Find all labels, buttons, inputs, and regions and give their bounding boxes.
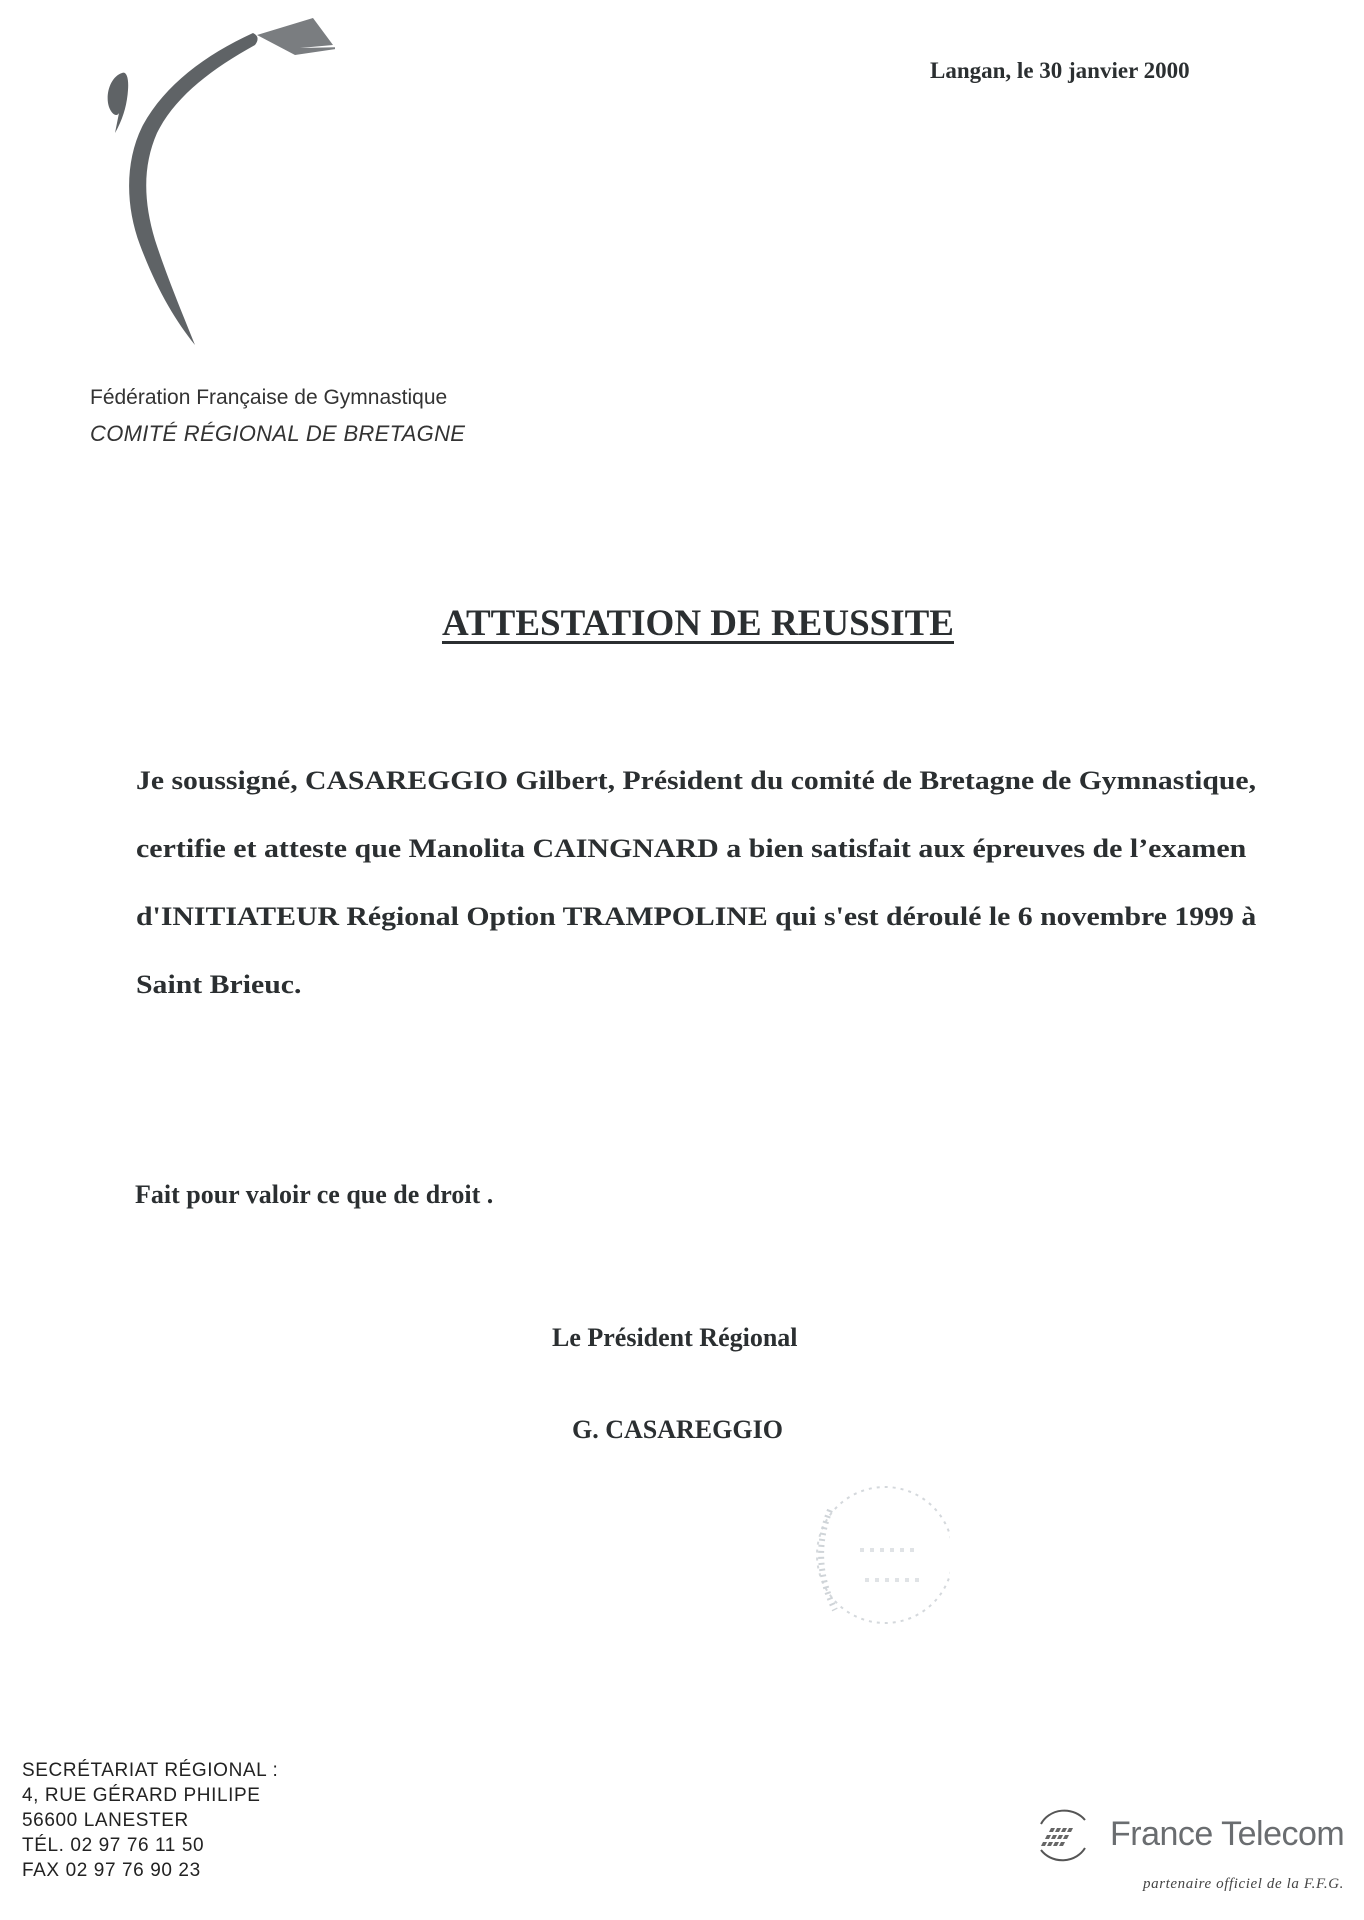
stamp-icon bbox=[790, 1480, 950, 1640]
body-line-3: d'INITIATEUR Régional Option TRAMPOLINE qui s'est déroulé le 6 novembre 1999 à bbox=[136, 902, 1257, 931]
closing-line: Fait pour valoir ce que de droit . bbox=[135, 1180, 494, 1209]
body-line-1: Je soussigné, CASAREGGIO Gilbert, Président du comité de Bretagne de Gymnastique, bbox=[136, 766, 1257, 795]
document-title-text: ATTESTATION DE REUSSITE bbox=[441, 603, 954, 644]
address-line: FAX 02 97 76 90 23 bbox=[22, 1860, 201, 1881]
ffg-logo-icon bbox=[95, 15, 335, 355]
address-line: TÉL. 02 97 76 11 50 bbox=[22, 1835, 205, 1856]
sponsor-tagline: partenaire officiel de la F.F.G. bbox=[1143, 1876, 1344, 1892]
secretariat-address bbox=[22, 1758, 278, 1883]
committee-name: COMITÉ RÉGIONAL DE BRETAGNE bbox=[90, 421, 466, 446]
france-telecom-logo-icon bbox=[1033, 1808, 1093, 1862]
body-line-2: certifie et atteste que Manolita CAINGNARD a bien satisfait aux épreuves de l’examen bbox=[136, 834, 1247, 863]
body-line-4: Saint Brieuc. bbox=[136, 970, 302, 999]
federation-name: Fédération Française de Gymnastique bbox=[90, 386, 448, 409]
sponsor-name: France Telecom bbox=[1110, 1815, 1345, 1853]
address-line: 4, RUE GÉRARD PHILIPE bbox=[22, 1785, 261, 1806]
signatory-name: G. CASAREGGIO bbox=[572, 1415, 783, 1444]
address-line: 56600 LANESTER bbox=[22, 1810, 189, 1831]
date-line: Langan, le 30 janvier 2000 bbox=[930, 58, 1190, 83]
address-line: SECRÉTARIAT RÉGIONAL : bbox=[22, 1760, 279, 1781]
document-title bbox=[0, 602, 1364, 645]
signatory-role: Le Président Régional bbox=[552, 1323, 798, 1352]
